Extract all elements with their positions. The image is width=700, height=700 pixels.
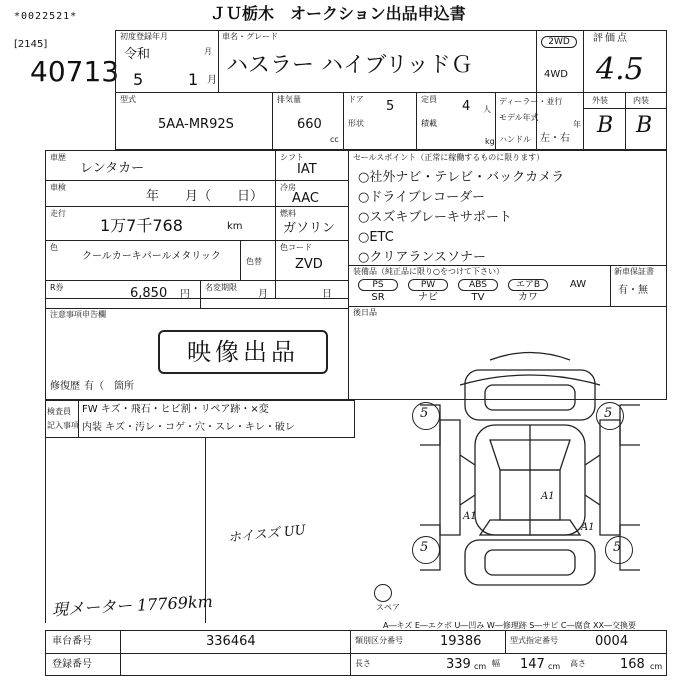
drive-2wd: 2WD [541, 36, 577, 48]
spare-icon [374, 584, 392, 602]
color-value: クールカーキパールメタリック [82, 251, 221, 262]
capacity-value: 4 [462, 99, 471, 114]
form-title: ＪＵ栃木 オークション出品申込書 [210, 4, 466, 23]
notes-label: 注意事項申告欄 [50, 310, 106, 319]
recycle-value: 6,850 [130, 286, 168, 301]
model-label: 型式 [120, 95, 136, 104]
handle-label: ハンドル [499, 135, 531, 144]
inspection-value: 年 月（ 日） [146, 189, 264, 204]
equip-sr: SR [371, 292, 385, 303]
manual-value: 有・無 [618, 285, 648, 296]
model-value: 5AA-MR92S [158, 117, 234, 132]
selling-points-list [358, 168, 564, 268]
model-spec-value: 19386 [440, 634, 482, 649]
selling-point-item: ○ドライブレコーダー [358, 190, 486, 205]
lot-number: 40713 [30, 55, 120, 88]
load-label: 積載 [421, 119, 437, 128]
name-change-label: 名変期限 [205, 283, 237, 292]
car-name-value: ハスラー ハイブリッドＧ [226, 53, 473, 78]
ext-label: 外装 [592, 96, 608, 105]
shape-label: 形状 [348, 119, 364, 128]
int-label: 内装 [633, 96, 649, 105]
ext-value: B [597, 113, 614, 138]
int-value: B [636, 113, 653, 138]
equip-aw: AW [569, 279, 587, 290]
fuel-value: ガソリン [283, 221, 336, 236]
equip-airbag: エアB [508, 279, 548, 291]
doors-value: 5 [386, 99, 395, 114]
equip-tv: TV [471, 292, 485, 303]
diagram-mark: 5 [420, 540, 429, 555]
mileage-value: 1万7千768 [100, 216, 183, 235]
first-reg-year: 5 [133, 70, 144, 89]
aircon-value: AAC [292, 191, 319, 206]
selling-point-item: ○社外ナビ・テレビ・バックカメラ [358, 170, 565, 185]
diagram-mark: A1 [463, 511, 477, 522]
diagram-mark: A1 [581, 522, 595, 533]
car-name-label: 車名・グレード [222, 32, 278, 41]
video-stamp: 映像出品 [158, 330, 328, 374]
shift-label: シフト [280, 153, 304, 162]
model-number-label: 型式指定番号 [510, 636, 558, 645]
spare-label: スペア [376, 603, 400, 612]
equip-pw: PW [408, 279, 448, 291]
equip-abs: ABS [458, 279, 498, 291]
handwritten-odometer: 現メーター 17769km [51, 591, 214, 620]
length-value: 339 [446, 657, 471, 672]
diagram-mark: A1 [541, 491, 555, 502]
repair-history: 修復歴 [50, 381, 80, 392]
selling-point-item: ○クリアランスソナー [358, 250, 486, 265]
capacity-label: 定員 [421, 95, 437, 104]
rear-items-label: 後日品 [353, 308, 377, 317]
handle-value: 左・右 [540, 133, 570, 144]
color-change-label: 色替 [246, 257, 262, 266]
inspection-label: 車検 [50, 183, 66, 192]
model-spec-label: 類別区分番号 [355, 636, 403, 645]
first-reg-era: 令和 [124, 47, 151, 62]
registration-label: 登録番号 [52, 659, 92, 670]
aircon-label: 冷房 [280, 183, 296, 192]
manual-label: 新車保証書 [614, 267, 654, 276]
fw-line: FW キズ・飛石・ヒビ割・リペア跡・×変 [82, 404, 269, 415]
displacement-label: 排気量 [277, 95, 301, 104]
diagram-mark: 5 [604, 406, 613, 421]
equipment-label: 装備品（純正品に限り○をつけて下さい） [353, 267, 504, 276]
fuel-label: 燃料 [280, 209, 296, 218]
history-value: レンタカー [80, 161, 145, 176]
diagram-mark: 5 [420, 406, 429, 421]
first-reg-label: 初度登録年月 [120, 32, 168, 41]
car-diagram [400, 345, 660, 615]
equip-navi: ナビ [418, 292, 438, 303]
height-value: 168 [620, 657, 645, 672]
serial-number: *0022521* [14, 11, 78, 22]
history-label: 車歴 [50, 153, 66, 162]
selling-points-label: セールスポイント（正常に稼働するものに限ります） [353, 153, 545, 162]
interior-line: 内装 キズ・汚レ・コゲ・穴・スレ・キレ・破レ [82, 422, 295, 433]
doors-label: ドア [348, 95, 364, 104]
handwritten-note: ホイスズ UU [227, 522, 307, 547]
color-code-label: 色コード [280, 243, 312, 252]
lot-code: [2145] [14, 39, 48, 50]
color-code-value: ZVD [295, 257, 323, 272]
selling-point-item: ○スズキブレーキサポート [358, 210, 512, 225]
selling-point-item: ○ETC [358, 230, 394, 245]
model-number-value: 0004 [595, 634, 629, 649]
top-frame [115, 30, 667, 150]
chassis-value: 336464 [206, 634, 256, 649]
grade-value: 4.5 [596, 52, 644, 87]
shift-value: IAT [297, 162, 317, 177]
dealer-label: ディーラー・並行 [499, 97, 563, 106]
grade-label: 評価点 [593, 33, 629, 44]
drive-4wd: 4WD [544, 69, 568, 80]
chassis-label: 車台番号 [52, 636, 92, 647]
equip-leather: カワ [518, 292, 538, 303]
diagram-mark: 5 [613, 540, 622, 555]
legend: A―キズ E―エクボ U―凹み W―修理跡 S―サビ C―腐食 XX―交換要 [383, 621, 637, 630]
color-label: 色 [50, 243, 58, 252]
first-reg-month: 1 [188, 70, 199, 89]
recycle-label: R券 [50, 283, 64, 292]
displacement-value: 660 [297, 117, 322, 132]
equip-ps: PS [358, 279, 398, 291]
mileage-label: 走行 [50, 209, 66, 218]
model-year-label: モデル年式 [499, 113, 539, 122]
width-value: 147 [520, 657, 545, 672]
